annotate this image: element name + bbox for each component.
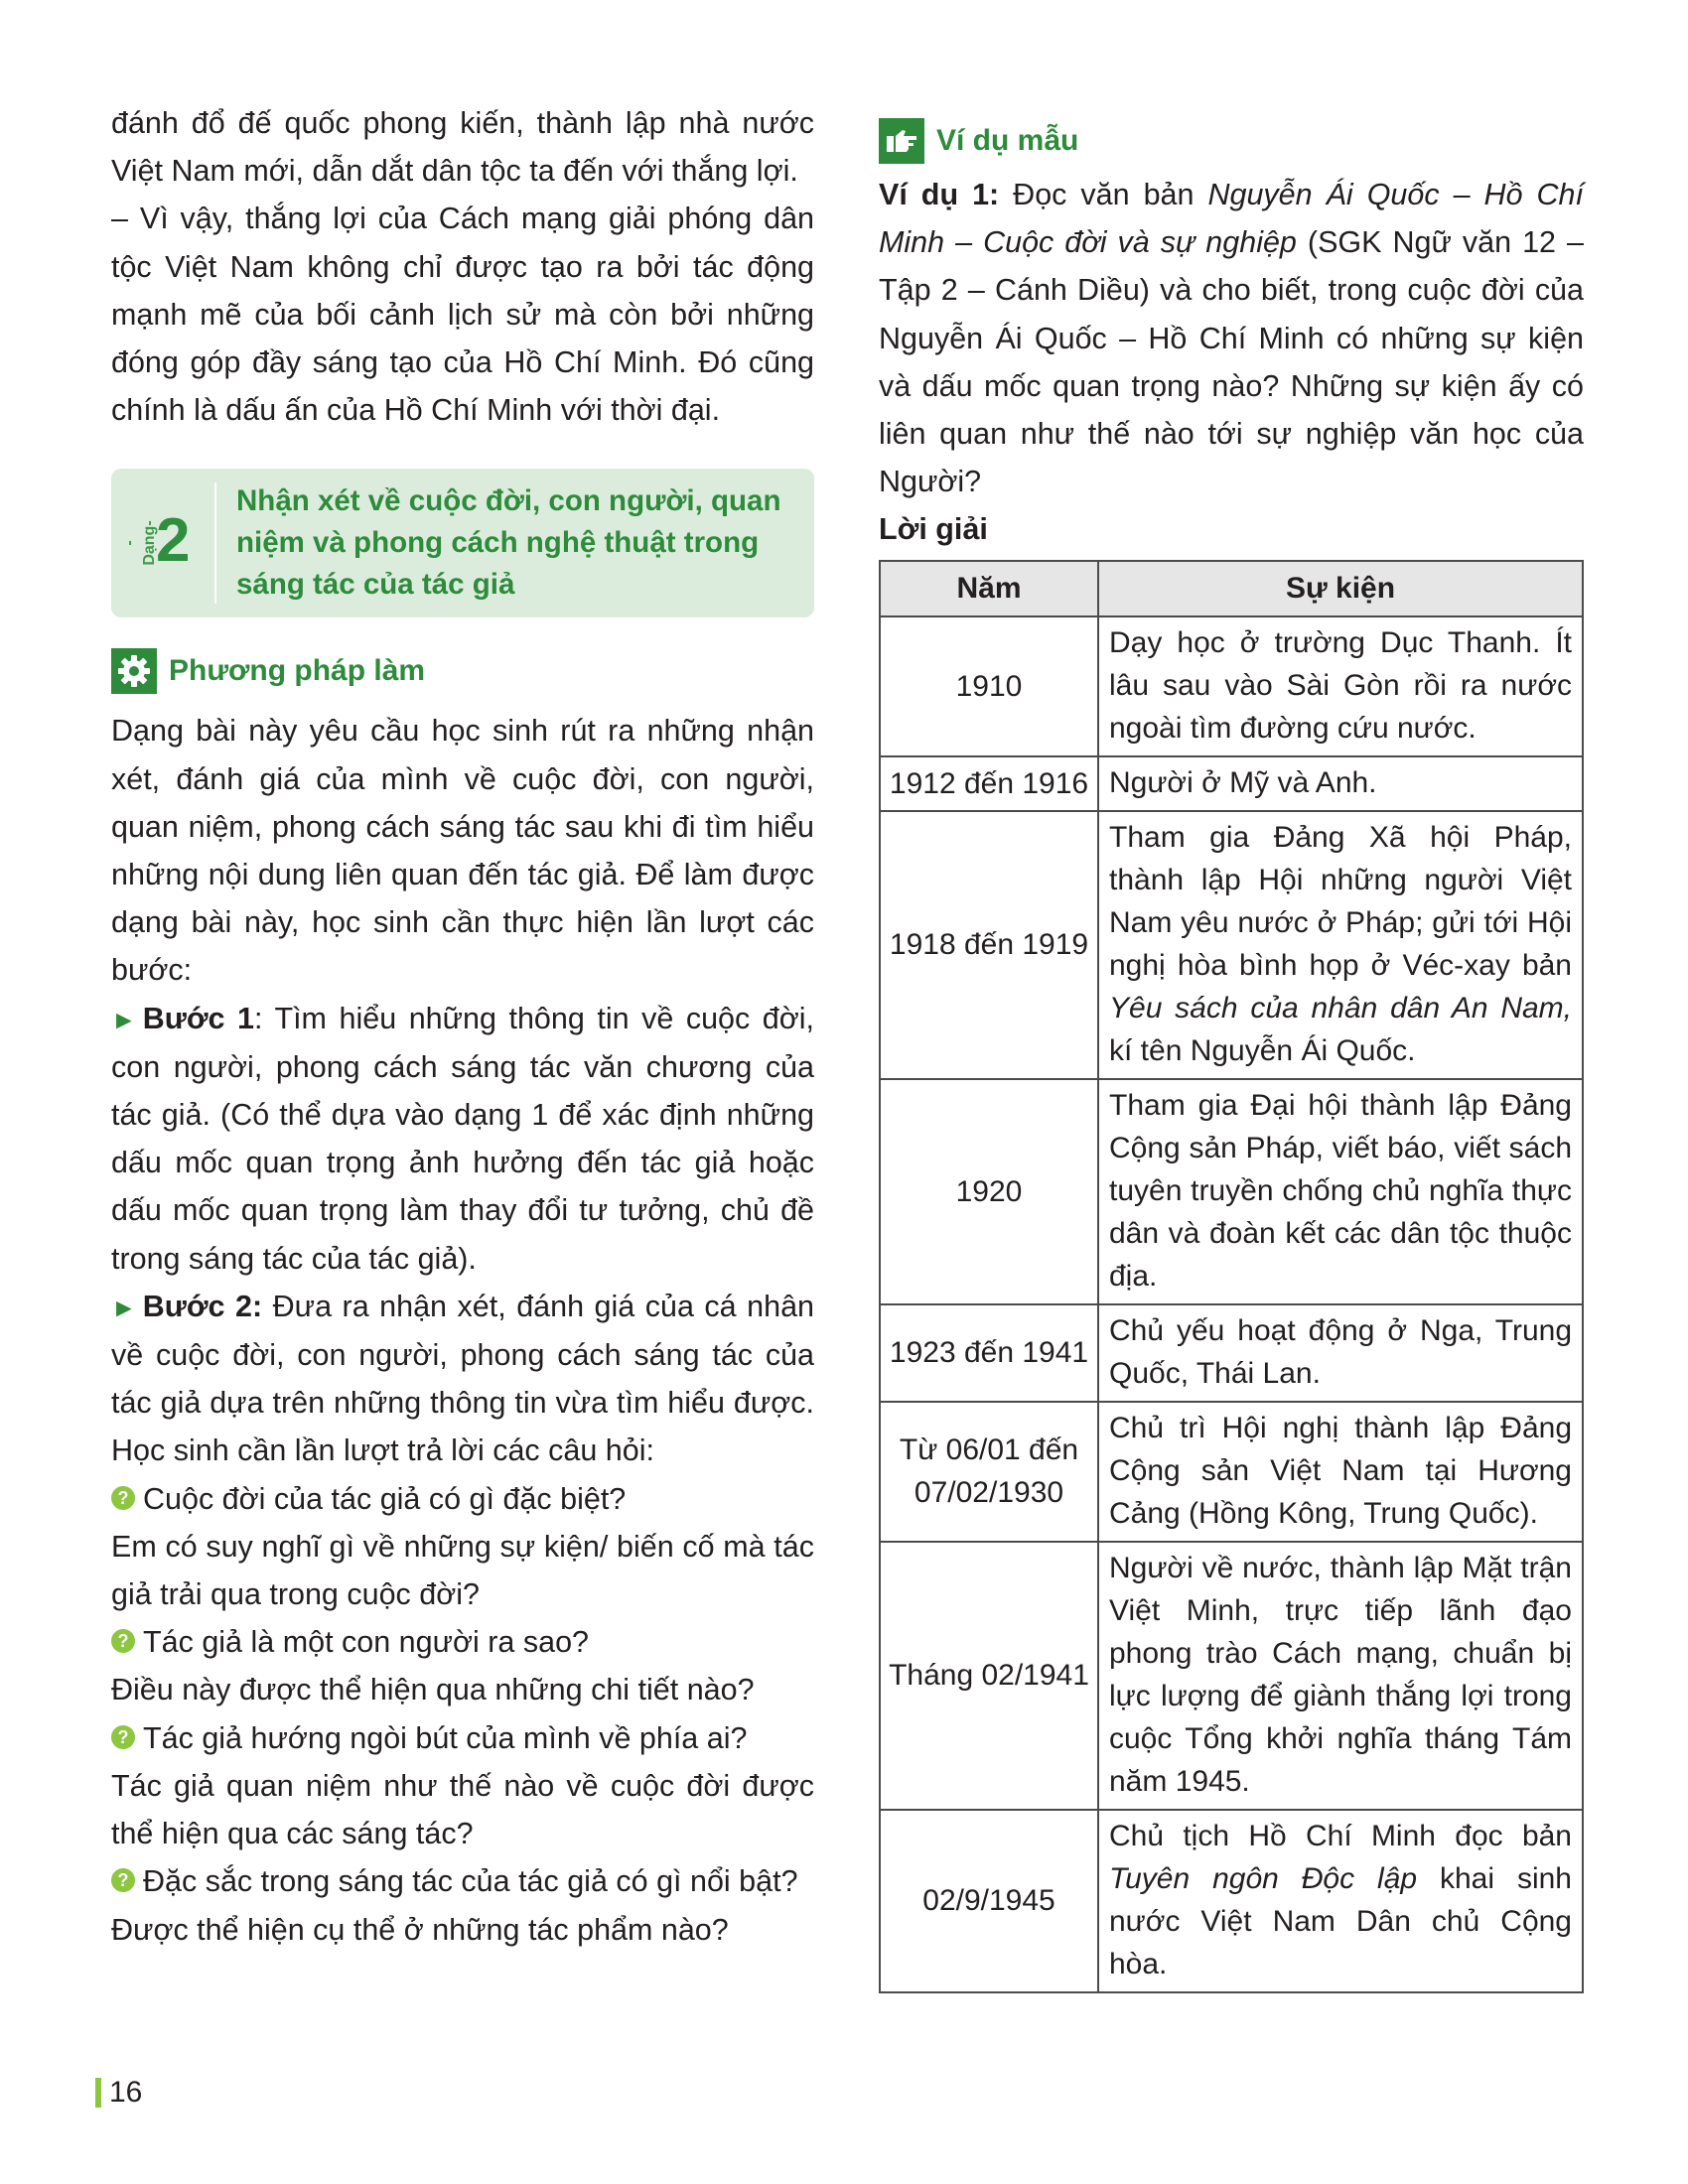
table-row bbox=[880, 1304, 1583, 1402]
method-heading bbox=[111, 645, 814, 697]
example-heading-title: Ví dụ mẫu bbox=[936, 123, 1079, 157]
event-text: Người về nước, thành lập Mặt trận Việt Minh, trực tiếp lãnh đạo phong trào Cách mạng, chuẩn bị lực lượng để giành thắng lợi trong cuộc Tổng khởi nghĩa tháng Tám năm 1945. bbox=[1109, 1551, 1572, 1798]
example-heading bbox=[879, 115, 1584, 167]
step-2-label: Bước 2: bbox=[142, 1289, 263, 1323]
intro-paragraph-2: – Vì vậy, thắng lợi của Cách mạng giải phóng dân tộc Việt Nam không chỉ được tạo ra bởi tác động mạnh mẽ của bối cảnh lịch sử mà còn bởi những đóng góp đầy sáng tạo của Hồ Chí Minh. Đó cũng chính là dấu ấn của Hồ Chí Minh với thời đại. bbox=[111, 202, 814, 428]
example-1-part-2: (SGK Ngữ văn 12 – Tập 2 – Cánh Diều) và cho biết, trong cuộc đời của Nguyễn Ái Quốc – Hồ Chí Minh có những sự kiện và dấu mốc quan trọng nào? Những sự kiện ấy có liên quan như thế nào tới sự nghiệp văn học của Người? bbox=[879, 225, 1584, 499]
event-text: Người ở Mỹ và Anh. bbox=[1109, 765, 1377, 799]
table-row bbox=[880, 756, 1583, 811]
dang-label: -Dạng- bbox=[121, 520, 158, 567]
header-event: Sự kiện bbox=[1098, 561, 1583, 616]
event-cell bbox=[1098, 756, 1583, 811]
page-number bbox=[95, 2075, 142, 2111]
event-cell bbox=[1098, 1542, 1583, 1810]
question-3-text: Tác giả hướng ngòi bút của mình về phía ai? bbox=[143, 1720, 748, 1755]
dang-separator bbox=[214, 482, 216, 604]
dang-2-box bbox=[111, 469, 814, 617]
question-4 bbox=[111, 1857, 814, 1905]
step-2-text: Đưa ra nhận xét, đánh giá của cá nhân về cuộc đời, con người, phong cách sáng tác của tác giả dựa trên những thông tin vừa tìm hiểu được. Học sinh cần lần lượt trả lời các câu hỏi: bbox=[111, 1289, 814, 1468]
events-table bbox=[879, 560, 1584, 1993]
step-1-label: Bước 1 bbox=[142, 1001, 254, 1035]
page-number-text: 16 bbox=[109, 2076, 143, 2109]
table-row bbox=[880, 811, 1583, 1079]
dang-number: 2 bbox=[156, 506, 191, 576]
example-1-label: Ví dụ 1: bbox=[879, 178, 1000, 211]
triangle-bullet-icon: ► bbox=[111, 1004, 137, 1034]
question-icon: ? bbox=[111, 1629, 135, 1653]
question-1-text: Cuộc đời của tác giả có gì đặc biệt? bbox=[143, 1481, 627, 1516]
event-cell bbox=[1098, 811, 1583, 1079]
example-1-title: Nguyễn Ái Quốc – Hồ Chí Minh – Cuộc đời và sự nghiệp bbox=[879, 178, 1584, 260]
event-text: Chủ yếu hoạt động ở Nga, Trung Quốc, Thái Lan. bbox=[1109, 1313, 1572, 1390]
method-intro: Dạng bài này yêu cầu học sinh rút ra những nhận xét, đánh giá của mình về cuộc đời, con người, quan niệm, phong cách sáng tác sau khi đi tìm hiểu những nội dung liên quan đến tác giả. Để làm được dạng bài này, học sinh cần thực hiện lần lượt các bước: bbox=[111, 714, 814, 988]
left-column bbox=[111, 99, 814, 1954]
year-cell: 1912 đến 1916 bbox=[880, 756, 1098, 811]
event-text: Chủ trì Hội nghị thành lập Đảng Cộng sản Việt Nam tại Hương Cảng (Hồng Kông, Trung Quốc). bbox=[1109, 1411, 1572, 1530]
event-cell bbox=[1098, 1304, 1583, 1402]
table-row bbox=[880, 1079, 1583, 1304]
triangle-bullet-icon: ► bbox=[111, 1292, 137, 1322]
table-row bbox=[880, 616, 1583, 756]
event-cell bbox=[1098, 1079, 1583, 1304]
event-cell bbox=[1098, 1402, 1583, 1542]
event-cell bbox=[1098, 616, 1583, 756]
step-2 bbox=[111, 1283, 814, 1475]
year-cell: 1910 bbox=[880, 616, 1098, 756]
event-text: Chủ tịch Hồ Chí Minh đọc bản bbox=[1109, 1819, 1572, 1852]
year-cell: Từ 06/01 đến 07/02/1930 bbox=[880, 1402, 1098, 1542]
event-text: Tuyên ngôn Độc lập bbox=[1109, 1861, 1418, 1895]
event-text: Tham gia Đảng Xã hội Pháp, thành lập Hội những người Việt Nam yêu nước ở Pháp; gửi tới Hội nghị hòa bình họp ở Véc-xay bản bbox=[1109, 820, 1572, 982]
year-cell: Tháng 02/1941 bbox=[880, 1542, 1098, 1810]
question-2-follow: Điều này được thể hiện qua những chi tiết nào? bbox=[111, 1673, 755, 1707]
page-marker-bar bbox=[95, 2078, 101, 2108]
year-cell: 1918 đến 1919 bbox=[880, 811, 1098, 1079]
example-1-text bbox=[879, 171, 1584, 505]
event-text: kí tên Nguyễn Ái Quốc. bbox=[1109, 1033, 1416, 1067]
event-text: khai sinh nước Việt Nam Dân chủ Cộng hòa. bbox=[1109, 1861, 1572, 1980]
question-3-follow: Tác giả quan niệm như thế nào về cuộc đời được thể hiện qua các sáng tác? bbox=[111, 1768, 814, 1851]
year-cell: 1923 đến 1941 bbox=[880, 1304, 1098, 1402]
question-2 bbox=[111, 1618, 814, 1666]
table-row bbox=[880, 1542, 1583, 1810]
table-header-row bbox=[880, 561, 1583, 616]
event-text: Yêu sách của nhân dân An Nam, bbox=[1109, 991, 1572, 1024]
question-4-follow: Được thể hiện cụ thể ở những tác phẩm nào? bbox=[111, 1912, 729, 1947]
year-cell: 02/9/1945 bbox=[880, 1810, 1098, 1992]
step-1-text: : Tìm hiểu những thông tin về cuộc đời, con người, phong cách sáng tác văn chương của tác giả. (Có thể dựa vào dạng 1 để xác định những dấu mốc quan trọng ảnh hưởng đến tác giả hoặc dấu mốc quan trọng làm thay đổi tư tưởng, chủ đề trong sáng tác của tác giả). bbox=[111, 1001, 815, 1276]
event-text: Tham gia Đại hội thành lập Đảng Cộng sản Pháp, viết báo, viết sách tuyên truyền chống chủ nghĩa thực dân và đoàn kết các dân tộc thuộc địa. bbox=[1109, 1088, 1572, 1293]
intro-paragraph-1: đánh đổ đế quốc phong kiến, thành lập nhà nước Việt Nam mới, dẫn dắt dân tộc ta đến với thắng lợi. bbox=[111, 106, 814, 189]
pointing-hand-icon bbox=[879, 118, 924, 164]
question-icon: ? bbox=[111, 1486, 135, 1510]
question-1 bbox=[111, 1475, 814, 1523]
event-text: Dạy học ở trường Dục Thanh. Ít lâu sau vào Sài Gòn rồi ra nước ngoài tìm đường cứu nước. bbox=[1109, 625, 1572, 745]
method-title: Phương pháp làm bbox=[169, 654, 426, 688]
dang-title: Nhận xét về cuộc đời, con người, quan niệm và phong cách nghệ thuật trong sáng tác của tác giả bbox=[236, 484, 781, 602]
table-row bbox=[880, 1402, 1583, 1542]
header-year: Năm bbox=[880, 561, 1098, 616]
gear-icon bbox=[111, 648, 157, 694]
question-1-follow: Em có suy nghĩ gì về những sự kiện/ biến cố mà tác giả trải qua trong cuộc đời? bbox=[111, 1529, 814, 1612]
question-icon: ? bbox=[111, 1868, 135, 1892]
question-icon: ? bbox=[111, 1725, 135, 1749]
event-cell bbox=[1098, 1810, 1583, 1992]
question-4-text: Đặc sắc trong sáng tác của tác giả có gì nổi bật? bbox=[143, 1864, 798, 1899]
solution-label: Lời giải bbox=[879, 512, 988, 547]
table-row bbox=[880, 1810, 1583, 1992]
year-cell: 1920 bbox=[880, 1079, 1098, 1304]
question-2-text: Tác giả là một con người ra sao? bbox=[143, 1625, 589, 1660]
right-column bbox=[879, 115, 1584, 1993]
step-1 bbox=[111, 995, 814, 1283]
question-3 bbox=[111, 1714, 814, 1762]
example-1-part-1: Đọc văn bản bbox=[999, 178, 1208, 211]
